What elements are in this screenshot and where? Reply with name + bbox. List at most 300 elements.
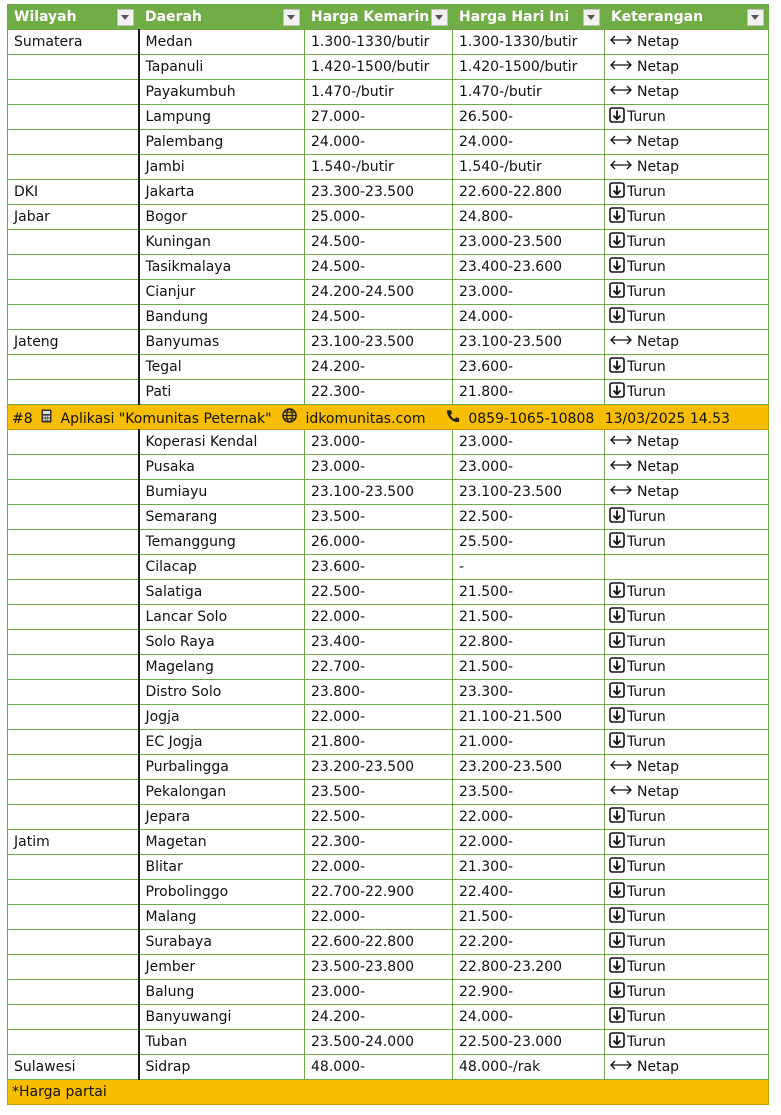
cell-harga-hari-ini[interactable]: 23.300- xyxy=(453,680,605,705)
arrow-down-box-icon xyxy=(609,232,625,252)
filter-dropdown-icon[interactable] xyxy=(117,9,134,26)
keterangan-label: Turun xyxy=(627,934,666,950)
cell-harga-hari-ini[interactable]: 23.600- xyxy=(453,355,605,380)
cell-harga-kemarin[interactable]: 24.500- xyxy=(305,255,453,280)
cell-harga-kemarin[interactable]: 1.420-1500/butir xyxy=(305,55,453,80)
cell-daerah[interactable]: Banyumas xyxy=(139,330,305,355)
cell-daerah[interactable]: EC Jogja xyxy=(139,730,305,755)
arrow-down-box-icon xyxy=(609,357,625,377)
cell-harga-kemarin[interactable]: 22.700- xyxy=(305,655,453,680)
info-banner xyxy=(8,405,769,430)
cell-keterangan[interactable] xyxy=(605,280,769,305)
keterangan-label: Turun xyxy=(627,884,666,900)
table-row xyxy=(8,380,769,405)
cell-harga-kemarin[interactable]: 27.000- xyxy=(305,105,453,130)
keterangan-label: Turun xyxy=(627,959,666,975)
cell-harga-hari-ini[interactable]: 23.000- xyxy=(453,430,605,455)
arrow-down-box-icon xyxy=(609,1007,625,1027)
cell-wilayah[interactable] xyxy=(8,605,139,630)
cell-keterangan[interactable] xyxy=(605,655,769,680)
keterangan-label: Turun xyxy=(627,309,666,325)
keterangan-label: Netap xyxy=(637,34,680,50)
cell-harga-kemarin[interactable]: 22.500- xyxy=(305,805,453,830)
cell-wilayah[interactable] xyxy=(8,105,139,130)
cell-daerah[interactable]: Jogja xyxy=(139,705,305,730)
cell-daerah[interactable]: Jakarta xyxy=(139,180,305,205)
cell-keterangan[interactable] xyxy=(605,230,769,255)
cell-keterangan[interactable] xyxy=(605,680,769,705)
cell-keterangan[interactable] xyxy=(605,55,769,80)
cell-keterangan[interactable] xyxy=(605,80,769,105)
cell-keterangan[interactable] xyxy=(605,780,769,805)
cell-harga-hari-ini[interactable]: 21.300- xyxy=(453,855,605,880)
cell-harga-hari-ini[interactable]: 48.000-/rak xyxy=(453,1055,605,1080)
cell-harga-hari-ini[interactable]: 1.540-/butir xyxy=(453,155,605,180)
globe-icon xyxy=(282,408,297,427)
cell-daerah[interactable]: Pusaka xyxy=(139,455,305,480)
cell-daerah[interactable]: Distro Solo xyxy=(139,680,305,705)
cell-wilayah[interactable] xyxy=(8,280,139,305)
cell-daerah[interactable]: Bogor xyxy=(139,205,305,230)
cell-harga-hari-ini[interactable]: 22.000- xyxy=(453,805,605,830)
cell-keterangan[interactable] xyxy=(605,380,769,405)
cell-wilayah[interactable]: DKI xyxy=(8,180,139,205)
cell-wilayah[interactable] xyxy=(8,1030,139,1055)
cell-wilayah[interactable] xyxy=(8,980,139,1005)
cell-keterangan[interactable] xyxy=(605,1030,769,1055)
keterangan-label: Turun xyxy=(627,609,666,625)
cell-daerah[interactable]: Lancar Solo xyxy=(139,605,305,630)
cell-keterangan[interactable] xyxy=(605,605,769,630)
cell-daerah[interactable]: Palembang xyxy=(139,130,305,155)
arrow-down-box-icon xyxy=(609,932,625,952)
cell-harga-kemarin[interactable]: 23.500-24.000 xyxy=(305,1030,453,1055)
cell-keterangan[interactable] xyxy=(605,1005,769,1030)
keterangan-label: Turun xyxy=(627,384,666,400)
cell-harga-kemarin[interactable]: 22.000- xyxy=(305,855,453,880)
table-row xyxy=(8,1055,769,1080)
cell-harga-hari-ini[interactable]: 23.100-23.500 xyxy=(453,480,605,505)
cell-keterangan[interactable] xyxy=(605,155,769,180)
table-row xyxy=(8,330,769,355)
header-wilayah: Wilayah xyxy=(8,5,139,30)
cell-harga-hari-ini[interactable]: 22.600-22.800 xyxy=(453,180,605,205)
keterangan-label: Netap xyxy=(637,1059,680,1075)
table-row xyxy=(8,955,769,980)
arrow-down-box-icon xyxy=(609,682,625,702)
cell-keterangan[interactable] xyxy=(605,955,769,980)
cell-harga-kemarin[interactable]: 23.500- xyxy=(305,505,453,530)
cell-harga-hari-ini[interactable]: 22.800- xyxy=(453,630,605,655)
cell-daerah[interactable]: Jambi xyxy=(139,155,305,180)
arrow-down-box-icon xyxy=(609,607,625,627)
header-harga-hari-ini: Harga Hari Ini xyxy=(453,5,605,30)
cell-harga-hari-ini[interactable]: 21.000- xyxy=(453,730,605,755)
cell-keterangan[interactable] xyxy=(605,255,769,280)
cell-keterangan[interactable] xyxy=(605,805,769,830)
cell-daerah[interactable]: Medan xyxy=(139,30,305,55)
cell-daerah[interactable]: Tuban xyxy=(139,1030,305,1055)
keterangan-label: Turun xyxy=(627,184,666,200)
banner-website-link[interactable]: idkomunitas.com xyxy=(305,410,426,427)
cell-harga-hari-ini[interactable]: 23.500- xyxy=(453,780,605,805)
table-row xyxy=(8,905,769,930)
cell-wilayah[interactable] xyxy=(8,480,139,505)
keterangan-label: Netap xyxy=(637,134,680,150)
banner-number: #8 xyxy=(12,410,33,427)
cell-daerah[interactable]: Magelang xyxy=(139,655,305,680)
cell-daerah[interactable]: Cianjur xyxy=(139,280,305,305)
keterangan-label: Turun xyxy=(627,234,666,250)
cell-harga-kemarin[interactable]: 22.700-22.900 xyxy=(305,880,453,905)
table-row xyxy=(8,655,769,680)
keterangan-label: Netap xyxy=(637,159,680,175)
cell-harga-kemarin[interactable]: 23.300-23.500 xyxy=(305,180,453,205)
cell-harga-kemarin[interactable]: 22.300- xyxy=(305,380,453,405)
cell-harga-hari-ini[interactable]: 22.900- xyxy=(453,980,605,1005)
cell-keterangan[interactable] xyxy=(605,830,769,855)
cell-keterangan[interactable] xyxy=(605,480,769,505)
cell-harga-hari-ini[interactable]: 23.400-23.600 xyxy=(453,255,605,280)
arrow-down-box-icon xyxy=(609,657,625,677)
cell-wilayah[interactable] xyxy=(8,430,139,455)
cell-daerah[interactable]: Surabaya xyxy=(139,930,305,955)
arrow-down-box-icon xyxy=(609,207,625,227)
cell-harga-hari-ini[interactable]: 26.500- xyxy=(453,105,605,130)
keterangan-label: Turun xyxy=(627,859,666,875)
cell-keterangan[interactable] xyxy=(605,505,769,530)
cell-keterangan[interactable] xyxy=(605,455,769,480)
cell-harga-hari-ini[interactable]: 1.300-1330/butir xyxy=(453,30,605,55)
cell-wilayah[interactable] xyxy=(8,355,139,380)
price-table xyxy=(7,4,769,1105)
cell-daerah[interactable]: Malang xyxy=(139,905,305,930)
table-row xyxy=(8,830,769,855)
cell-harga-kemarin[interactable]: 26.000- xyxy=(305,530,453,555)
keterangan-label: Turun xyxy=(627,734,666,750)
cell-daerah[interactable]: Tegal xyxy=(139,355,305,380)
cell-harga-kemarin[interactable]: 23.600- xyxy=(305,555,453,580)
cell-keterangan[interactable] xyxy=(605,880,769,905)
cell-harga-kemarin[interactable]: 22.000- xyxy=(305,905,453,930)
cell-daerah[interactable]: Sidrap xyxy=(139,1055,305,1080)
cell-daerah[interactable]: Tapanuli xyxy=(139,55,305,80)
table-row xyxy=(8,980,769,1005)
cell-harga-kemarin[interactable]: 23.800- xyxy=(305,680,453,705)
cell-daerah[interactable]: Kuningan xyxy=(139,230,305,255)
cell-harga-kemarin[interactable]: 22.600-22.800 xyxy=(305,930,453,955)
cell-harga-hari-ini[interactable]: 22.500-23.000 xyxy=(453,1030,605,1055)
footer-body xyxy=(8,1080,769,1105)
cell-harga-hari-ini[interactable]: 24.000- xyxy=(453,130,605,155)
cell-daerah[interactable]: Purbalingga xyxy=(139,755,305,780)
left-right-arrow-icon xyxy=(609,459,633,475)
header-harga-kemarin: Harga Kemarin xyxy=(305,5,453,30)
calculator-icon xyxy=(41,409,52,427)
cell-wilayah[interactable] xyxy=(8,505,139,530)
cell-keterangan[interactable] xyxy=(605,105,769,130)
cell-harga-kemarin[interactable]: 23.500- xyxy=(305,780,453,805)
cell-harga-kemarin[interactable]: 1.470-/butir xyxy=(305,80,453,105)
cell-keterangan[interactable] xyxy=(605,930,769,955)
cell-wilayah[interactable] xyxy=(8,680,139,705)
cell-harga-kemarin[interactable]: 23.000- xyxy=(305,455,453,480)
keterangan-label: Turun xyxy=(627,584,666,600)
cell-keterangan[interactable] xyxy=(605,130,769,155)
cell-daerah[interactable]: Magetan xyxy=(139,830,305,855)
cell-wilayah[interactable] xyxy=(8,380,139,405)
keterangan-label: Turun xyxy=(627,659,666,675)
cell-wilayah[interactable] xyxy=(8,855,139,880)
keterangan-label: Netap xyxy=(637,459,680,475)
left-right-arrow-icon xyxy=(609,784,633,800)
header-row xyxy=(8,5,769,30)
filter-dropdown-icon[interactable] xyxy=(283,9,300,26)
cell-harga-hari-ini[interactable]: 1.420-1500/butir xyxy=(453,55,605,80)
table-row xyxy=(8,355,769,380)
cell-wilayah[interactable] xyxy=(8,230,139,255)
cell-wilayah[interactable]: Sumatera xyxy=(8,30,139,55)
cell-harga-hari-ini[interactable]: 23.000-23.500 xyxy=(453,230,605,255)
cell-harga-hari-ini[interactable]: 25.500- xyxy=(453,530,605,555)
table-row xyxy=(8,705,769,730)
cell-wilayah[interactable]: Jatim xyxy=(8,830,139,855)
cell-harga-hari-ini[interactable]: 1.470-/butir xyxy=(453,80,605,105)
cell-harga-hari-ini[interactable]: 22.000- xyxy=(453,830,605,855)
cell-keterangan[interactable] xyxy=(605,730,769,755)
cell-keterangan[interactable] xyxy=(605,630,769,655)
cell-keterangan[interactable] xyxy=(605,305,769,330)
cell-daerah[interactable]: Bumiayu xyxy=(139,480,305,505)
banner-app-name: Aplikasi "Komunitas Peternak" xyxy=(60,410,272,427)
cell-keterangan[interactable] xyxy=(605,330,769,355)
cell-keterangan[interactable] xyxy=(605,705,769,730)
arrow-down-box-icon xyxy=(609,832,625,852)
arrow-down-box-icon xyxy=(609,307,625,327)
cell-harga-hari-ini[interactable]: 21.500- xyxy=(453,655,605,680)
table-row xyxy=(8,55,769,80)
cell-wilayah[interactable] xyxy=(8,880,139,905)
cell-keterangan[interactable] xyxy=(605,980,769,1005)
cell-wilayah[interactable] xyxy=(8,655,139,680)
cell-harga-kemarin[interactable]: 1.300-1330/butir xyxy=(305,30,453,55)
cell-wilayah[interactable] xyxy=(8,530,139,555)
arrow-down-box-icon xyxy=(609,957,625,977)
keterangan-label: Turun xyxy=(627,534,666,550)
cell-harga-kemarin[interactable]: 23.100-23.500 xyxy=(305,330,453,355)
cell-wilayah[interactable] xyxy=(8,130,139,155)
arrow-down-box-icon xyxy=(609,807,625,827)
cell-daerah[interactable]: Semarang xyxy=(139,505,305,530)
cell-harga-kemarin[interactable]: 24.200-24.500 xyxy=(305,280,453,305)
keterangan-label: Turun xyxy=(627,284,666,300)
table-row xyxy=(8,455,769,480)
banner-body xyxy=(8,405,769,430)
cell-daerah[interactable]: Jember xyxy=(139,955,305,980)
arrow-down-box-icon xyxy=(609,282,625,302)
cell-keterangan[interactable] xyxy=(605,755,769,780)
cell-harga-kemarin[interactable]: 23.400- xyxy=(305,630,453,655)
cell-keterangan[interactable] xyxy=(605,30,769,55)
cell-wilayah[interactable] xyxy=(8,955,139,980)
cell-harga-kemarin[interactable]: 22.500- xyxy=(305,580,453,605)
cell-keterangan[interactable] xyxy=(605,580,769,605)
keterangan-label: Netap xyxy=(637,784,680,800)
cell-harga-kemarin[interactable]: 23.500-23.800 xyxy=(305,955,453,980)
table-row xyxy=(8,780,769,805)
left-right-arrow-icon xyxy=(609,759,633,775)
cell-keterangan[interactable] xyxy=(605,180,769,205)
cell-daerah[interactable]: Temanggung xyxy=(139,530,305,555)
cell-harga-kemarin[interactable]: 24.200- xyxy=(305,1005,453,1030)
left-right-arrow-icon xyxy=(609,59,633,75)
cell-harga-hari-ini[interactable]: 21.500- xyxy=(453,905,605,930)
cell-daerah[interactable]: Banyuwangi xyxy=(139,1005,305,1030)
cell-harga-hari-ini[interactable]: 22.800-23.200 xyxy=(453,955,605,980)
cell-daerah[interactable]: Salatiga xyxy=(139,580,305,605)
cell-harga-hari-ini[interactable]: 23.000- xyxy=(453,455,605,480)
cell-wilayah[interactable] xyxy=(8,55,139,80)
keterangan-label: Netap xyxy=(637,84,680,100)
cell-wilayah[interactable] xyxy=(8,80,139,105)
keterangan-label: Turun xyxy=(627,684,666,700)
cell-harga-hari-ini[interactable]: 23.000- xyxy=(453,280,605,305)
cell-harga-hari-ini[interactable]: - xyxy=(453,555,605,580)
cell-wilayah[interactable]: Jabar xyxy=(8,205,139,230)
cell-harga-kemarin[interactable]: 1.540-/butir xyxy=(305,155,453,180)
cell-harga-hari-ini[interactable]: 21.100-21.500 xyxy=(453,705,605,730)
cell-harga-kemarin[interactable]: 24.500- xyxy=(305,305,453,330)
cell-harga-kemarin[interactable]: 22.000- xyxy=(305,605,453,630)
cell-harga-kemarin[interactable]: 23.200-23.500 xyxy=(305,755,453,780)
cell-daerah[interactable]: Solo Raya xyxy=(139,630,305,655)
cell-daerah[interactable]: Blitar xyxy=(139,855,305,880)
cell-daerah[interactable]: Payakumbuh xyxy=(139,80,305,105)
cell-daerah[interactable]: Probolinggo xyxy=(139,880,305,905)
cell-keterangan[interactable] xyxy=(605,1055,769,1080)
arrow-down-box-icon xyxy=(609,857,625,877)
cell-wilayah[interactable] xyxy=(8,730,139,755)
table-row xyxy=(8,205,769,230)
cell-daerah[interactable]: Lampung xyxy=(139,105,305,130)
cell-wilayah[interactable] xyxy=(8,805,139,830)
keterangan-label: Turun xyxy=(627,509,666,525)
cell-harga-hari-ini[interactable]: 24.000- xyxy=(453,305,605,330)
cell-keterangan[interactable] xyxy=(605,205,769,230)
cell-keterangan[interactable] xyxy=(605,530,769,555)
cell-wilayah[interactable] xyxy=(8,155,139,180)
cell-keterangan[interactable] xyxy=(605,905,769,930)
cell-harga-kemarin[interactable]: 48.000- xyxy=(305,1055,453,1080)
cell-daerah[interactable]: Cilacap xyxy=(139,555,305,580)
cell-wilayah[interactable] xyxy=(8,580,139,605)
left-right-arrow-icon xyxy=(609,159,633,175)
cell-harga-kemarin[interactable]: 21.800- xyxy=(305,730,453,755)
cell-wilayah[interactable] xyxy=(8,255,139,280)
cell-daerah[interactable]: Koperasi Kendal xyxy=(139,430,305,455)
table-row xyxy=(8,280,769,305)
cell-daerah[interactable]: Pati xyxy=(139,380,305,405)
cell-harga-hari-ini[interactable]: 24.000- xyxy=(453,1005,605,1030)
filter-dropdown-icon[interactable] xyxy=(747,9,764,26)
cell-harga-hari-ini[interactable]: 21.500- xyxy=(453,605,605,630)
cell-harga-hari-ini[interactable]: 21.800- xyxy=(453,380,605,405)
table-body-bottom xyxy=(8,430,769,1080)
cell-harga-hari-ini[interactable]: 22.200- xyxy=(453,930,605,955)
cell-daerah[interactable]: Bandung xyxy=(139,305,305,330)
table-row xyxy=(8,230,769,255)
cell-wilayah[interactable] xyxy=(8,930,139,955)
cell-wilayah[interactable] xyxy=(8,1005,139,1030)
cell-harga-hari-ini[interactable]: 23.200-23.500 xyxy=(453,755,605,780)
cell-daerah[interactable]: Balung xyxy=(139,980,305,1005)
cell-daerah[interactable]: Pekalongan xyxy=(139,780,305,805)
left-right-arrow-icon xyxy=(609,34,633,50)
cell-harga-kemarin[interactable]: 22.000- xyxy=(305,705,453,730)
cell-wilayah[interactable] xyxy=(8,630,139,655)
table-row xyxy=(8,930,769,955)
cell-wilayah[interactable] xyxy=(8,555,139,580)
cell-keterangan[interactable] xyxy=(605,555,769,580)
filter-dropdown-icon[interactable] xyxy=(583,9,600,26)
keterangan-label: Netap xyxy=(637,759,680,775)
footer-row xyxy=(8,1080,769,1105)
cell-harga-hari-ini[interactable]: 23.100-23.500 xyxy=(453,330,605,355)
cell-wilayah[interactable] xyxy=(8,705,139,730)
cell-wilayah[interactable] xyxy=(8,780,139,805)
table-row xyxy=(8,680,769,705)
cell-harga-hari-ini[interactable]: 22.400- xyxy=(453,880,605,905)
cell-harga-kemarin[interactable]: 24.500- xyxy=(305,230,453,255)
cell-wilayah[interactable] xyxy=(8,455,139,480)
cell-wilayah[interactable] xyxy=(8,755,139,780)
keterangan-label: Netap xyxy=(637,434,680,450)
cell-keterangan[interactable] xyxy=(605,355,769,380)
cell-wilayah[interactable] xyxy=(8,305,139,330)
phone-icon xyxy=(446,409,460,427)
cell-harga-kemarin[interactable]: 23.000- xyxy=(305,430,453,455)
keterangan-label: Turun xyxy=(627,909,666,925)
cell-wilayah[interactable] xyxy=(8,905,139,930)
cell-harga-kemarin[interactable]: 25.000- xyxy=(305,205,453,230)
cell-harga-hari-ini[interactable]: 22.500- xyxy=(453,505,605,530)
cell-harga-kemarin[interactable]: 22.300- xyxy=(305,830,453,855)
filter-dropdown-icon[interactable] xyxy=(431,9,448,26)
cell-harga-kemarin[interactable]: 23.100-23.500 xyxy=(305,480,453,505)
cell-keterangan[interactable] xyxy=(605,430,769,455)
cell-harga-hari-ini[interactable]: 21.500- xyxy=(453,580,605,605)
keterangan-label: Turun xyxy=(627,359,666,375)
table-row xyxy=(8,480,769,505)
cell-keterangan[interactable] xyxy=(605,855,769,880)
cell-harga-kemarin[interactable]: 24.200- xyxy=(305,355,453,380)
keterangan-label: Turun xyxy=(627,259,666,275)
table-row xyxy=(8,605,769,630)
cell-wilayah[interactable]: Sulawesi xyxy=(8,1055,139,1080)
arrow-down-box-icon xyxy=(609,507,625,527)
cell-daerah[interactable]: Jepara xyxy=(139,805,305,830)
cell-harga-kemarin[interactable]: 23.000- xyxy=(305,980,453,1005)
cell-wilayah[interactable]: Jateng xyxy=(8,330,139,355)
table-row xyxy=(8,305,769,330)
arrow-down-box-icon xyxy=(609,582,625,602)
cell-harga-hari-ini[interactable]: 24.800- xyxy=(453,205,605,230)
keterangan-label: Turun xyxy=(627,834,666,850)
cell-harga-kemarin[interactable]: 24.000- xyxy=(305,130,453,155)
table-row xyxy=(8,630,769,655)
info-banner-cell xyxy=(8,405,769,430)
cell-daerah[interactable]: Tasikmalaya xyxy=(139,255,305,280)
